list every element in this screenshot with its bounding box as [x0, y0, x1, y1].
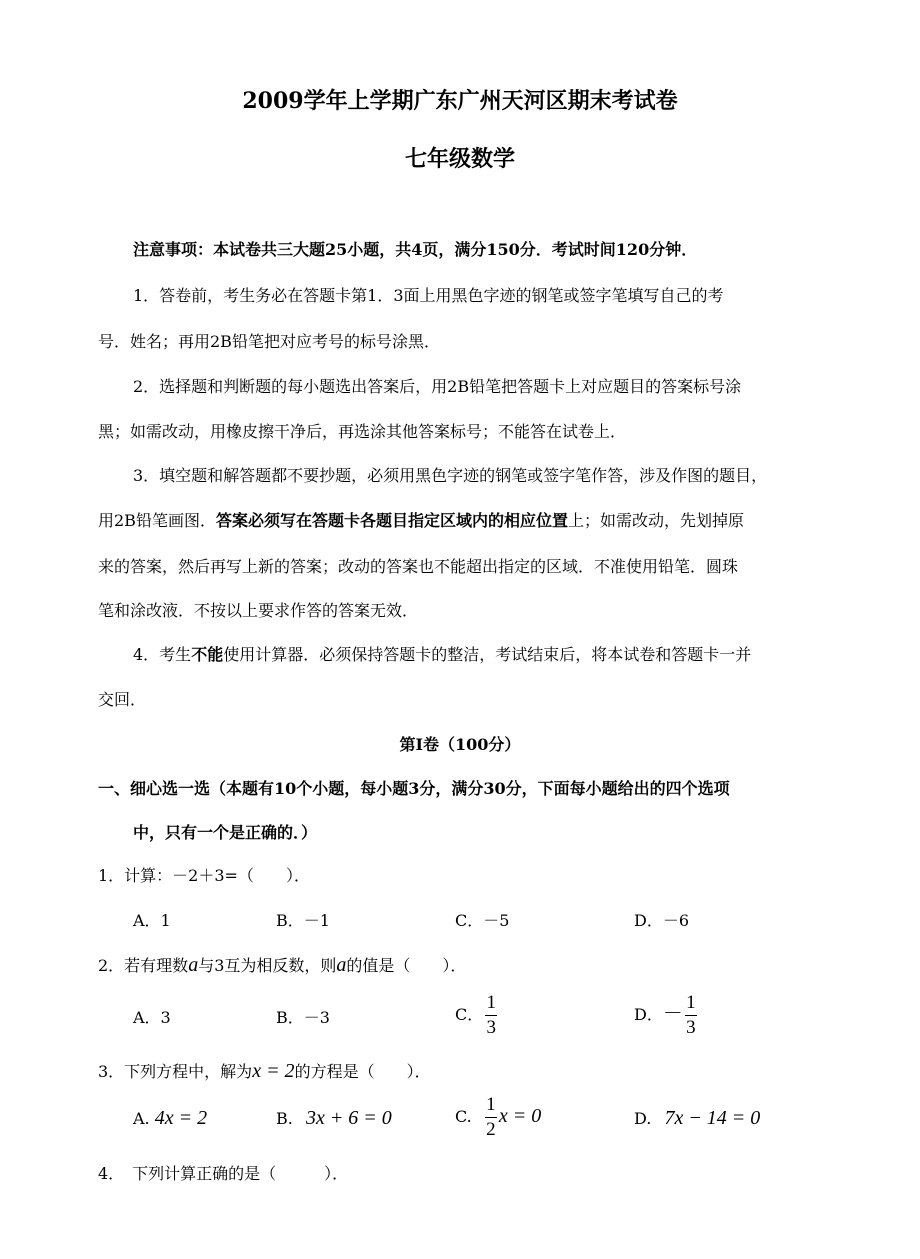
notice-item-4-line-1 — [133, 645, 751, 665]
question-4-stem: 4． 下列计算正确的是（ ）． — [98, 1164, 349, 1183]
notice-item-1-line-2: 号．姓名；再用2B铅笔把对应考号的标号涂黑． — [98, 332, 440, 351]
question-2-stem-mid: 与3互为相反数，则 — [198, 956, 337, 975]
notice-item-3-line-4: 笔和涂改液．不按以上要求作答的答案无效． — [98, 601, 419, 620]
exam-subtitle: 七年级数学 — [404, 146, 515, 172]
question-1-option-a: A．1 — [133, 911, 171, 930]
question-3-option-c-fraction — [485, 1095, 497, 1140]
question-3-option-d-label: D. — [634, 1109, 652, 1128]
question-2-option-a: A．3 — [133, 1008, 171, 1027]
question-2-variable-repeat: a — [336, 954, 347, 976]
question-3-stem-post: 的方程是（ ）． — [294, 1062, 431, 1081]
question-1-option-d: D．－6 — [634, 911, 690, 930]
question-2-variable: a — [188, 954, 199, 976]
section-1-line-1: 一、细心选一选（本题有10个小题，每小题3分，满分30分，下面每小题给出的四个选项 — [98, 779, 730, 798]
question-2-option-d-fraction — [685, 993, 697, 1038]
question-3-stem-pre: 3．下列方程中，解为 — [98, 1062, 253, 1081]
question-2-option-d-label: D． — [634, 1005, 663, 1024]
question-2-option-d — [634, 993, 699, 1038]
minus-sign: － — [662, 1003, 683, 1025]
question-2-option-c — [455, 993, 499, 1038]
question-3-option-b — [276, 1108, 392, 1129]
exam-title: 2009学年上学期广东广州天河区期末考试卷 — [242, 88, 678, 114]
notice-item-4-post: 使用计算器．必须保持答题卡的整洁，考试结束后，将本试卷和答题卡一并 — [223, 645, 752, 664]
question-3-option-a — [133, 1108, 207, 1129]
notice-item-2-line-1: 2．选择题和判断题的每小题选出答案后，用2B铅笔把答题卡上对应题目的答案标号涂 — [133, 377, 742, 396]
fraction-denominator: 3 — [486, 1017, 496, 1038]
part-1-heading: 第Ⅰ卷（100分） — [399, 735, 521, 754]
notice-item-3-emphasis: 答案必须写在答题卡各题目指定区域内的相应位置 — [215, 511, 568, 530]
question-3-option-c-expression: x = 0 — [498, 1105, 542, 1127]
notice-item-2-line-2: 黑；如需改动，用橡皮擦干净后，再选涂其他答案标号；不能答在试卷上． — [98, 422, 627, 441]
fraction-denominator: 2 — [486, 1119, 496, 1140]
fraction-numerator: 1 — [686, 992, 696, 1013]
notice-item-3-line-2-pre: 用2B铅笔画图． — [98, 511, 216, 530]
notice-item-3-line-3: 来的答案，然后再写上新的答案；改动的答案也不能超出指定的区域．不准使用铅笔．圆珠 — [98, 557, 739, 576]
fraction-bar — [485, 1015, 497, 1016]
question-1-option-c: C．－5 — [455, 911, 510, 930]
notice-item-4-emphasis: 不能 — [191, 645, 224, 664]
fraction-bar — [685, 1015, 697, 1016]
question-1-option-b: B．－1 — [276, 911, 330, 930]
fraction-bar — [485, 1117, 497, 1118]
question-2-stem — [98, 955, 466, 976]
question-2-option-c-fraction — [485, 993, 497, 1038]
fraction-denominator: 3 — [686, 1017, 696, 1038]
question-3-option-b-expression: 3x + 6 = 0 — [305, 1107, 392, 1129]
section-1-line-2: 中，只有一个是正确的．） — [133, 823, 318, 842]
question-3-solution: x = 2 — [252, 1060, 295, 1082]
question-2-option-c-label: C． — [455, 1005, 484, 1024]
question-3-option-c — [455, 1095, 541, 1140]
notice-item-4-pre: 4．考生 — [133, 645, 192, 664]
question-1-stem: 1．计算：－2＋3=（ ）． — [98, 866, 310, 885]
question-3-option-a-expression: 4x = 2 — [154, 1107, 208, 1129]
fraction-numerator: 1 — [486, 992, 496, 1013]
question-3-option-d — [634, 1108, 760, 1129]
question-2-stem-post: 的值是（ ）． — [346, 956, 467, 975]
question-3-stem — [98, 1061, 431, 1082]
notice-item-3-line-2-post: 上；如需改动，先划掉原 — [567, 511, 744, 530]
notice-item-3-line-1: 3．填空题和解答题都不要抄题，必须用黑色字迹的钢笔或签字笔作答，涉及作图的题目， — [133, 466, 768, 485]
notice-item-4-line-2: 交回． — [98, 690, 147, 709]
question-3-option-b-label: B. — [276, 1109, 293, 1128]
question-3-option-d-expression: 7x − 14 = 0 — [664, 1107, 761, 1129]
question-2-option-b: B．－3 — [276, 1008, 330, 1027]
notice-item-1-line-1: 1．答卷前，考生务必在答题卡第1．3面上用黑色字迹的钢笔或签字笔填写自己的考 — [133, 286, 724, 305]
question-2-stem-pre: 2．若有理数 — [98, 956, 189, 975]
question-3-option-c-label: C. — [455, 1107, 472, 1126]
fraction-numerator: 1 — [486, 1094, 496, 1115]
notice-intro: 注意事项：本试卷共三大题25小题，共4页，满分150分．考试时间120分钟． — [133, 240, 698, 259]
notice-item-3-line-2 — [98, 511, 744, 531]
question-3-option-a-label: A. — [133, 1109, 150, 1128]
